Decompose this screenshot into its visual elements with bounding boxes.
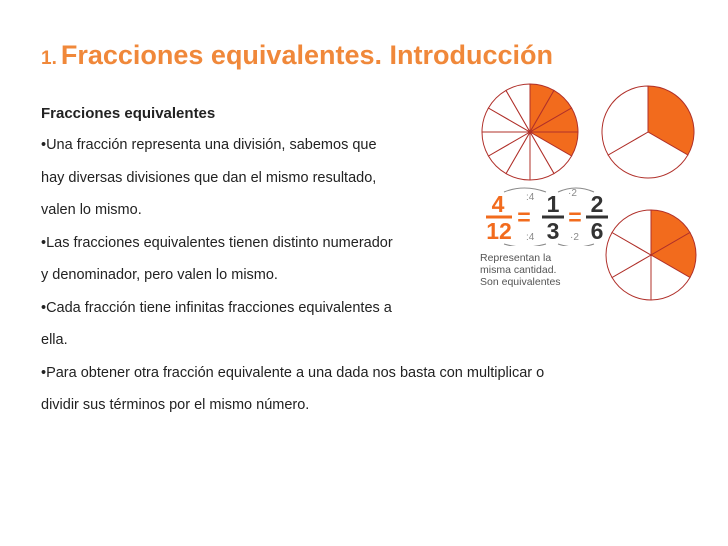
text-line: •Cada fracción tiene infinitas fracciones equivalentes a [41, 299, 392, 316]
text-line: y denominador, pero valen lo mismo. [41, 267, 278, 283]
text-line: •Para obtener otra fracción equivalente a una dada nos basta con multiplicar o [41, 364, 545, 381]
fraction-figure [480, 82, 700, 304]
text-line: hay diversas divisiones que dan el mismo resultado, [41, 169, 377, 186]
fraction-2-denominator: 3 [546, 218, 560, 244]
fraction-1-denominator: 12 [486, 218, 512, 244]
pie-thirds [600, 84, 696, 180]
caption-line: misma cantidad. [480, 264, 557, 276]
fraction-1-numerator: 4 [491, 191, 505, 217]
caption-line: Son equivalentes [480, 276, 561, 288]
equals-sign-1: = [517, 204, 531, 230]
text-line: •Una fracción representa una división, sabemos que [41, 137, 377, 153]
title-number: 1. [41, 48, 57, 69]
op-bottom-right: ·2 [570, 232, 579, 243]
op-top-left: :4 [526, 192, 535, 203]
text-line: valen lo mismo. [41, 202, 142, 218]
op-top-right: ·2 [568, 188, 577, 199]
title-text: Fracciones equivalentes. Introducción [60, 40, 553, 70]
text-line: •Las fracciones equivalentes tienen distinto numerador [41, 234, 393, 251]
fraction-3-denominator: 6 [590, 218, 604, 244]
subheading: Fracciones equivalentes [41, 105, 216, 122]
figure-caption [480, 252, 610, 288]
curved-arrow-icon [504, 244, 546, 246]
fraction-3-numerator: 2 [590, 191, 604, 217]
equivalence-equation [484, 186, 630, 246]
slide-title [41, 40, 553, 71]
fraction-2-numerator: 1 [546, 191, 560, 217]
pie-twelfths [480, 82, 580, 182]
text-line: dividir sus términos por el mismo número. [41, 397, 310, 413]
caption-line: Representan la [480, 252, 552, 264]
curved-arrow-icon [504, 188, 546, 192]
equals-sign-2: = [568, 204, 582, 230]
curved-arrow-icon [558, 244, 594, 246]
text-line: ella. [41, 332, 68, 348]
op-bottom-left: :4 [526, 232, 535, 243]
